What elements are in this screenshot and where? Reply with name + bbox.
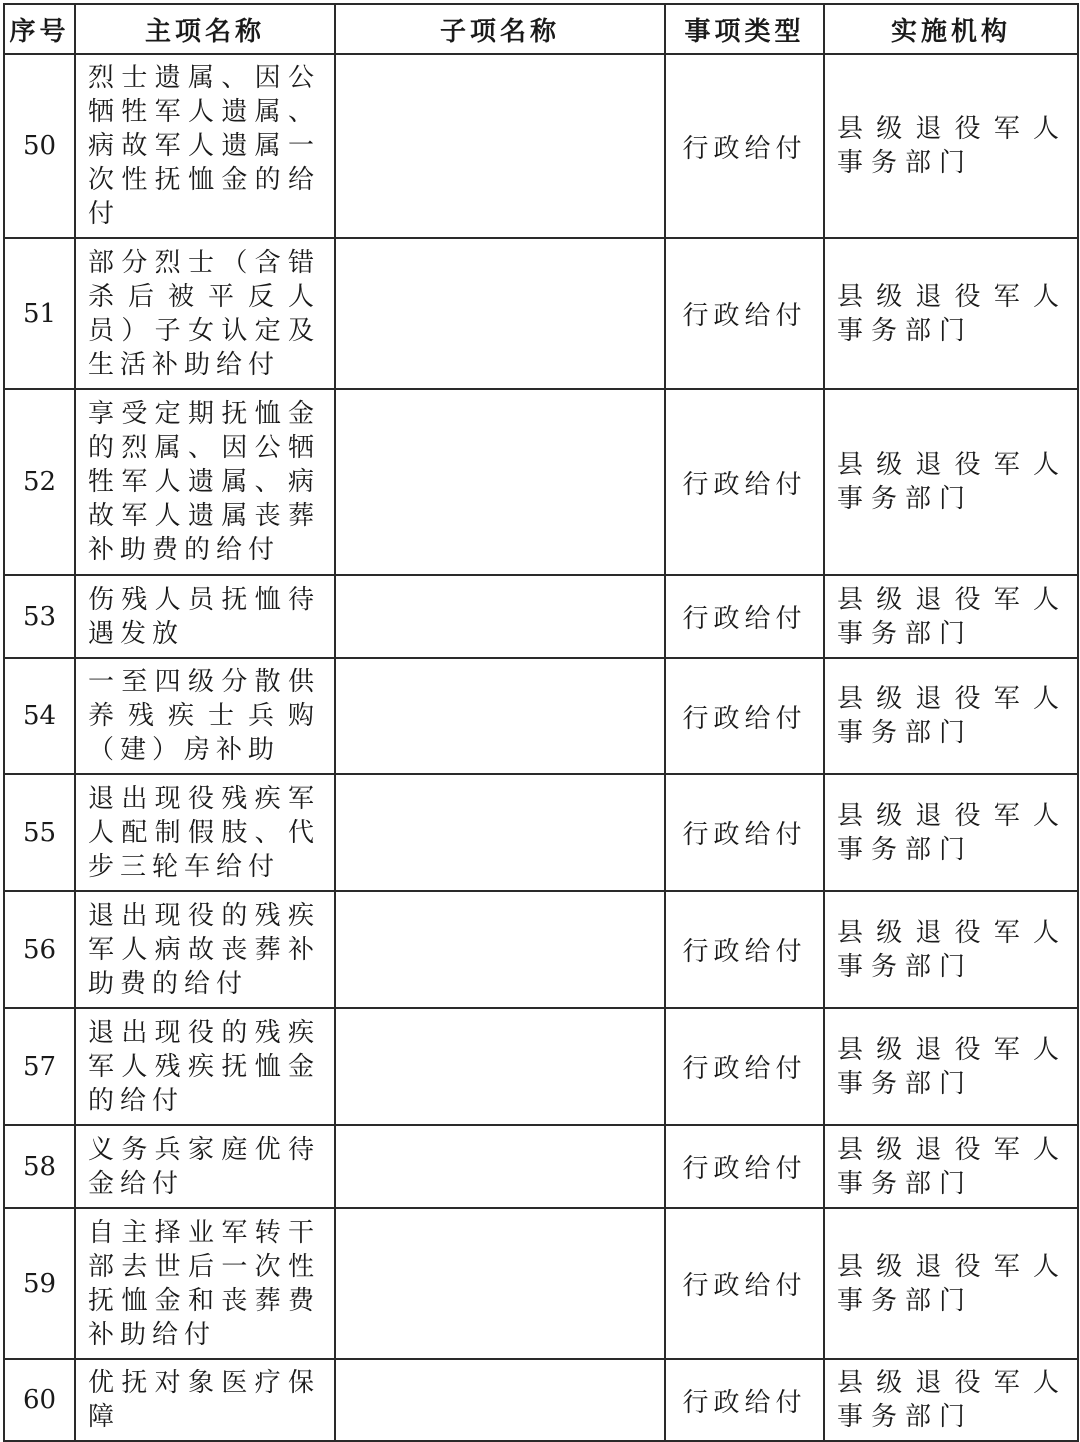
row-main-item-name: 退出现役的残疾军人病故丧葬补助费的给付 <box>75 891 335 1008</box>
affairs-table <box>3 3 1079 1442</box>
row-main-item-name: 退出现役的残疾军人残疾抚恤金的给付 <box>75 1008 335 1125</box>
table-row <box>4 1125 1078 1208</box>
row-item-type: 行政给付 <box>665 238 824 389</box>
header-row <box>4 4 1078 54</box>
row-serial-number: 51 <box>4 238 75 389</box>
header-main-item-name: 主项名称 <box>75 4 335 54</box>
row-implementing-agency: 县级退役军人事务部门 <box>824 54 1078 238</box>
row-implementing-agency: 县级退役军人事务部门 <box>824 1008 1078 1125</box>
table-row <box>4 1208 1078 1359</box>
row-item-type: 行政给付 <box>665 575 824 658</box>
row-implementing-agency: 县级退役军人事务部门 <box>824 1359 1078 1441</box>
row-sub-item-name <box>335 774 665 891</box>
row-item-type: 行政给付 <box>665 658 824 774</box>
row-main-item-name: 自主择业军转干部去世后一次性抚恤金和丧葬费补助给付 <box>75 1208 335 1359</box>
row-serial-number: 50 <box>4 54 75 238</box>
row-implementing-agency: 县级退役军人事务部门 <box>824 1208 1078 1359</box>
row-item-type: 行政给付 <box>665 774 824 891</box>
row-sub-item-name <box>335 1208 665 1359</box>
row-sub-item-name <box>335 1008 665 1125</box>
table-row <box>4 658 1078 774</box>
row-sub-item-name <box>335 1125 665 1208</box>
row-main-item-name: 享受定期抚恤金的烈属、因公牺牲军人遗属、病故军人遗属丧葬补助费的给付 <box>75 389 335 575</box>
row-main-item-name: 优抚对象医疗保障 <box>75 1359 335 1441</box>
row-main-item-name: 一至四级分散供养残疾士兵购（建）房补助 <box>75 658 335 774</box>
table-row <box>4 54 1078 238</box>
row-serial-number: 57 <box>4 1008 75 1125</box>
row-implementing-agency: 县级退役军人事务部门 <box>824 1125 1078 1208</box>
row-sub-item-name <box>335 1359 665 1441</box>
row-serial-number: 55 <box>4 774 75 891</box>
row-implementing-agency: 县级退役军人事务部门 <box>824 891 1078 1008</box>
row-implementing-agency: 县级退役军人事务部门 <box>824 658 1078 774</box>
row-implementing-agency: 县级退役军人事务部门 <box>824 575 1078 658</box>
table-row <box>4 891 1078 1008</box>
row-main-item-name: 义务兵家庭优待金给付 <box>75 1125 335 1208</box>
row-item-type: 行政给付 <box>665 891 824 1008</box>
row-implementing-agency: 县级退役军人事务部门 <box>824 389 1078 575</box>
table-row <box>4 575 1078 658</box>
row-serial-number: 59 <box>4 1208 75 1359</box>
table-header <box>4 4 1078 54</box>
row-item-type: 行政给付 <box>665 54 824 238</box>
row-item-type: 行政给付 <box>665 1208 824 1359</box>
header-sub-item-name: 子项名称 <box>335 4 665 54</box>
header-implementing-agency: 实施机构 <box>824 4 1078 54</box>
row-serial-number: 54 <box>4 658 75 774</box>
table-row <box>4 1359 1078 1441</box>
header-serial-number: 序号 <box>4 4 75 54</box>
row-item-type: 行政给付 <box>665 1359 824 1441</box>
row-sub-item-name <box>335 891 665 1008</box>
row-main-item-name: 退出现役残疾军人配制假肢、代步三轮车给付 <box>75 774 335 891</box>
row-sub-item-name <box>335 658 665 774</box>
table-row <box>4 238 1078 389</box>
row-sub-item-name <box>335 238 665 389</box>
header-item-type: 事项类型 <box>665 4 824 54</box>
table-row <box>4 389 1078 575</box>
row-sub-item-name <box>335 575 665 658</box>
row-serial-number: 53 <box>4 575 75 658</box>
row-implementing-agency: 县级退役军人事务部门 <box>824 238 1078 389</box>
row-main-item-name: 伤残人员抚恤待遇发放 <box>75 575 335 658</box>
row-item-type: 行政给付 <box>665 389 824 575</box>
table-row <box>4 1008 1078 1125</box>
row-serial-number: 52 <box>4 389 75 575</box>
row-sub-item-name <box>335 389 665 575</box>
row-serial-number: 58 <box>4 1125 75 1208</box>
row-main-item-name: 部分烈士（含错杀后被平反人员）子女认定及生活补助给付 <box>75 238 335 389</box>
row-implementing-agency: 县级退役军人事务部门 <box>824 774 1078 891</box>
row-item-type: 行政给付 <box>665 1008 824 1125</box>
row-item-type: 行政给付 <box>665 1125 824 1208</box>
row-serial-number: 56 <box>4 891 75 1008</box>
row-serial-number: 60 <box>4 1359 75 1441</box>
table-body <box>4 54 1078 1441</box>
row-main-item-name: 烈士遗属、因公牺牲军人遗属、病故军人遗属一次性抚恤金的给付 <box>75 54 335 238</box>
table-row <box>4 774 1078 891</box>
row-sub-item-name <box>335 54 665 238</box>
